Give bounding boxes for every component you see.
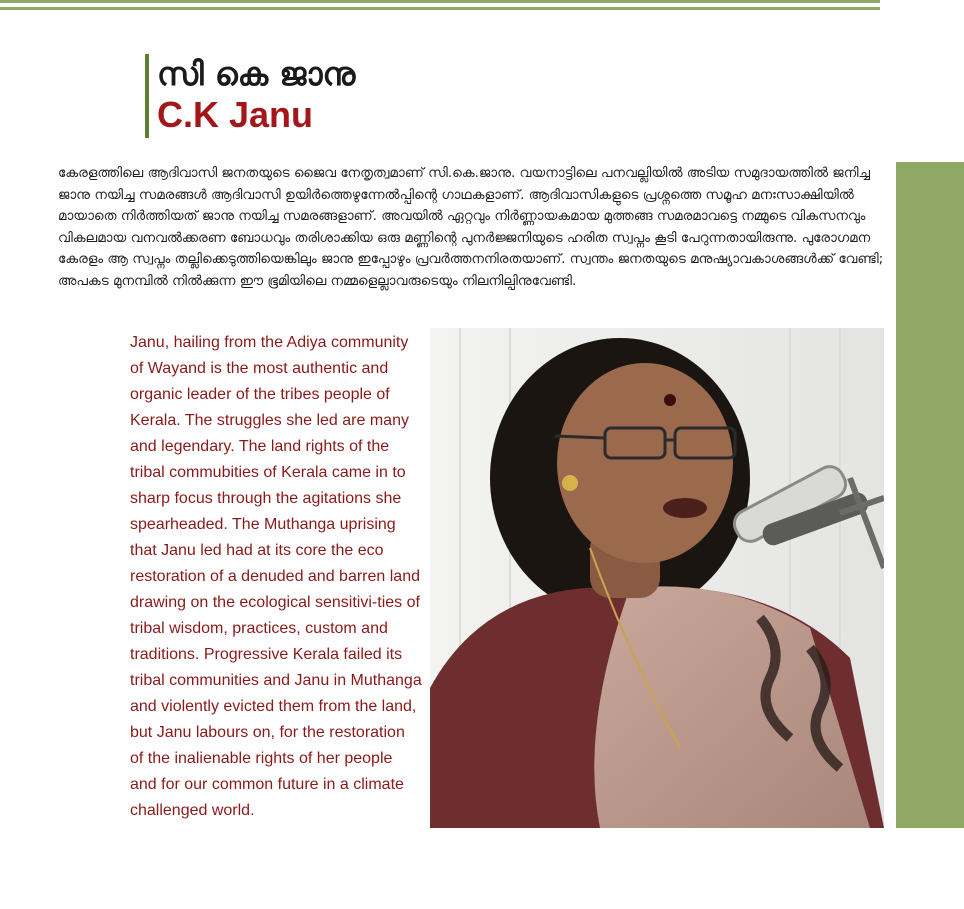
title-malayalam: സി കെ ജാനു xyxy=(157,55,356,93)
title-english: C.K Janu xyxy=(157,94,314,135)
speaker-photo xyxy=(430,328,884,828)
english-paragraph: Janu, hailing from the Adiya community of Wayand is the most authentic and organic leader of the tribes people of Kerala. The struggles she led are many and legendary. The land rights of the tribal commubities of Kerala came in to sharp focus through the agitations she spearheaded. The Muthanga uprising that Janu led had at its core the eco restoration of a denuded and barren land drawing on the ecological sensitivi-ties of tribal wisdom, practices, custom and traditions. Progressive Kerala failed its tribal communities and Janu in Muthanga and violently evicted them from the land, but Janu labours on, for the restoration of the inalienable rights of her people and for our common future in a climate challenged world. xyxy=(130,334,422,819)
side-accent-bar xyxy=(896,162,964,828)
title-block xyxy=(145,54,355,138)
top-rule-upper xyxy=(0,0,880,3)
top-rule-lower xyxy=(0,7,880,10)
malayalam-paragraph: കേരളത്തിലെ ആദിവാസി ജനതയുടെ ജൈവ നേതൃത്വമാണ് സി.കെ.ജാനു. വയനാട്ടിലെ പനവല്ലിയിൽ അടിയ സമുദായത്തിൽ ജനിച്ച ജാനു നയിച്ച സമരങ്ങൾ ആദിവാസി ഉയിർത്തെഴുന്നേൽപ്പിന്റെ ഗാഥകളാണ്. ആദിവാസികളുടെ പ്രശ്നത്തെ സമൂഹ മനഃസാക്ഷിയിൽ മായാതെ നിർത്തിയത് ജാനു നയിച്ച സമരങ്ങളാണ്. അവയിൽ ഏറ്റവും നിർണ്ണായകമായ മുത്തങ്ങ സമരമാവട്ടെ നമ്മുടെ വികസനവും വികലമായ വനവൽക്കരണ ബോധവും തരിശാക്കിയ ഒരു മണ്ണിന്റെ പുനർജ്ജനിയുടെ ഹരിത സ്വപ്നം കൂടി പേറുന്നതായിരുന്നു. പുരോഗമന കേരളം ആ സ്വപ്നം തല്ലിക്കെടുത്തിയെങ്കിലും ജാനു ഇപ്പോഴും പ്രവർത്തനനിരതയാണ്. സ്വന്തം ജനതയുടെ മനുഷ്യാവകാശങ്ങൾക്ക് വേണ്ടി; അപകട മുനമ്പിൽ നിൽക്കുന്ന ഈ ഭൂമിയിലെ നമ്മളെല്ലാവരുടെയും നിലനില്പിനുവേണ്ടി. xyxy=(58,165,884,289)
